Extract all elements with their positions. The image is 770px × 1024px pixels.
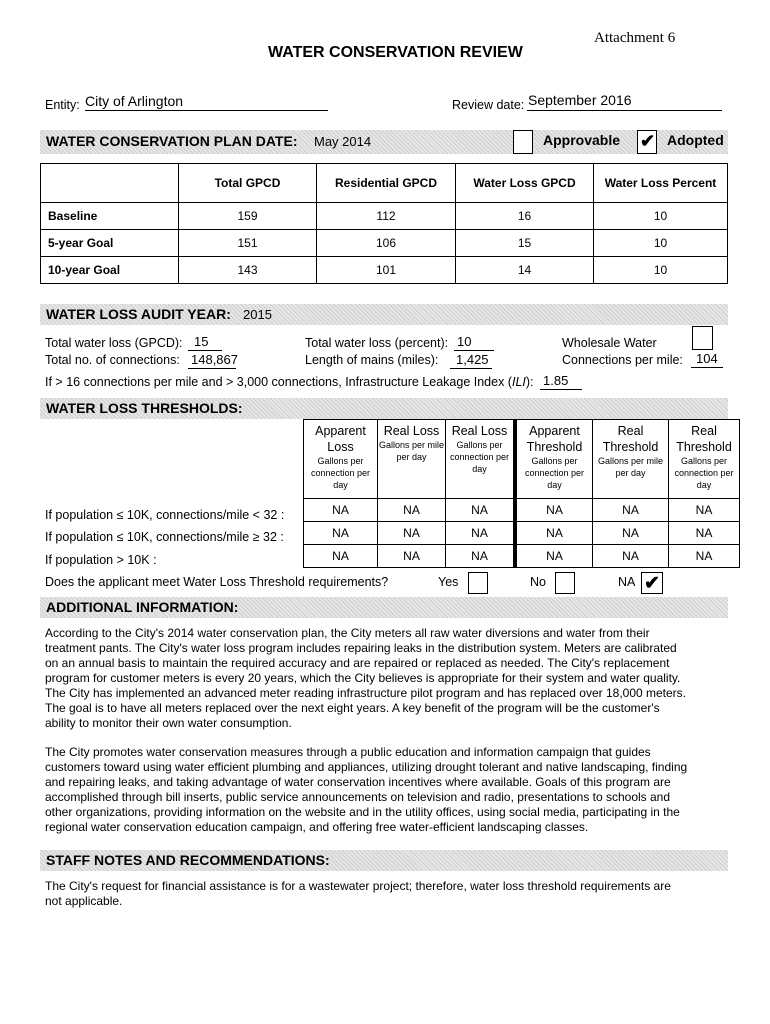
approvable-checkbox[interactable]	[513, 130, 533, 154]
staff-notes-label: STAFF NOTES AND RECOMMENDATIONS:	[46, 852, 330, 868]
gpcd-header-total: Total GPCD	[179, 164, 317, 203]
col-title: Real Loss	[451, 424, 508, 438]
yes-label: Yes	[438, 575, 459, 589]
ili-label-pre: If > 16 connections per mile and > 3,000 connections, Infrastructure Leakage Index (	[45, 375, 512, 389]
ili-label-post: ):	[525, 375, 534, 389]
gpcd-cell: 143	[179, 257, 317, 284]
review-date-value: September 2016	[528, 92, 632, 108]
gpcd-row-baseline	[41, 203, 728, 230]
plan-date-label: WATER CONSERVATION PLAN DATE:	[46, 133, 298, 149]
staff-notes-band	[40, 850, 728, 871]
ili-underline	[540, 389, 582, 390]
text-line: ability to monitor their own water consumption.	[45, 716, 292, 730]
gpcd-row-label: Baseline	[41, 203, 179, 230]
audit-year-label: WATER LOSS AUDIT YEAR:	[46, 306, 231, 322]
total-loss-gpcd-underline	[188, 350, 222, 351]
threshold-cell: NA	[378, 499, 446, 522]
col-real-loss-mile	[378, 420, 446, 499]
audit-year-band	[40, 304, 728, 325]
gpcd-cell: 106	[317, 230, 456, 257]
threshold-cell: NA	[304, 499, 378, 522]
threshold-cell: NA	[446, 499, 516, 522]
wholesale-label: Wholesale Water	[562, 336, 657, 350]
review-date-underline	[527, 110, 722, 111]
threshold-cell: NA	[515, 499, 593, 522]
gpcd-header-row	[41, 164, 728, 203]
thresholds-row	[304, 545, 740, 568]
wholesale-checkbox[interactable]	[692, 326, 713, 350]
additional-band	[40, 597, 728, 618]
threshold-cell: NA	[378, 522, 446, 545]
additional-label: ADDITIONAL INFORMATION:	[46, 599, 239, 615]
adopted-check-icon: ✔	[640, 131, 656, 151]
entity-label: Entity:	[45, 98, 80, 112]
gpcd-cell: 101	[317, 257, 456, 284]
col-sub: Gallons per connection per day	[449, 440, 510, 474]
gpcd-cell: 112	[317, 203, 456, 230]
entity-value: City of Arlington	[85, 93, 184, 109]
threshold-cell: NA	[669, 522, 740, 545]
threshold-cell: NA	[515, 545, 593, 568]
gpcd-header-residential: Residential GPCD	[317, 164, 456, 203]
adopted-checkbox[interactable]	[637, 130, 657, 154]
threshold-cell: NA	[593, 522, 669, 545]
threshold-row-label: If population ≤ 10K, connections/mile ≥ 32 :	[45, 530, 284, 544]
no-label: No	[530, 575, 546, 589]
gpcd-cell: 10	[594, 203, 728, 230]
gpcd-table	[40, 163, 728, 284]
gpcd-header-water-loss-percent: Water Loss Percent	[594, 164, 728, 203]
na-label: NA	[618, 575, 636, 589]
gpcd-cell: 151	[179, 230, 317, 257]
additional-paragraph-2	[45, 745, 725, 835]
gpcd-cell: 15	[456, 230, 594, 257]
approvable-label: Approvable	[543, 132, 621, 148]
no-checkbox[interactable]	[555, 572, 575, 594]
col-real-threshold-mile	[593, 420, 669, 499]
entity-underline	[85, 110, 328, 111]
thresholds-label: WATER LOSS THRESHOLDS:	[46, 400, 243, 416]
conn-per-mile-label: Connections per mile:	[562, 353, 683, 367]
gpcd-row-label: 10-year Goal	[41, 257, 179, 284]
col-title: Real Threshold	[602, 424, 659, 454]
threshold-cell: NA	[446, 522, 516, 545]
threshold-cell: NA	[515, 522, 593, 545]
mains-underline	[450, 368, 492, 369]
total-loss-gpcd-value: 15	[194, 334, 209, 349]
staff-notes-paragraph	[45, 879, 725, 909]
col-real-threshold-connection	[669, 420, 740, 499]
gpcd-cell: 10	[594, 230, 728, 257]
threshold-cell: NA	[378, 545, 446, 568]
threshold-cell: NA	[669, 499, 740, 522]
adopted-label: Adopted	[667, 132, 724, 148]
thresholds-table	[303, 419, 740, 568]
gpcd-row-label: 5-year Goal	[41, 230, 179, 257]
threshold-cell: NA	[593, 545, 669, 568]
threshold-cell: NA	[304, 545, 378, 568]
col-title: Real Threshold	[676, 424, 732, 454]
text-line: accomplished through bill inserts, public service announcements on television and radio, presentations to schools and	[45, 790, 671, 804]
connections-value: 148,867	[191, 352, 238, 367]
threshold-question: Does the applicant meet Water Loss Threshold requirements?	[45, 575, 389, 589]
thresholds-band	[40, 398, 728, 419]
total-loss-pct-value: 10	[457, 334, 472, 349]
total-loss-pct-underline	[454, 350, 494, 351]
col-apparent-loss	[304, 420, 378, 499]
page-title: WATER CONSERVATION REVIEW	[268, 44, 523, 61]
gpcd-cell: 159	[179, 203, 317, 230]
attachment-label: Attachment 6	[594, 30, 676, 46]
col-apparent-threshold	[515, 420, 593, 499]
col-sub: Gallons per connection per day	[674, 456, 734, 490]
col-title: Real Loss	[383, 424, 440, 438]
col-sub: Gallons per mile per day	[597, 456, 664, 478]
text-line: The goal is to have all meters replaced over the next eight years. A key benefit of the program will be the customer's	[45, 701, 660, 715]
gpcd-cell: 10	[594, 257, 728, 284]
text-line: treatment pants. The City's water loss program includes repairing leaks in the distribution system. Meters are calibrated	[45, 641, 677, 655]
thresholds-header-row	[304, 420, 740, 499]
thresholds-row	[304, 499, 740, 522]
gpcd-row-5-year	[41, 230, 728, 257]
connections-underline	[188, 368, 236, 369]
conn-per-mile-value: 104	[696, 351, 718, 366]
plan-date-value: May 2014	[314, 134, 372, 149]
mains-value: 1,425	[456, 352, 489, 367]
text-line: The City has implemented an advanced meter reading infrastructure pilot program and has replaced over 18,000 meters.	[45, 686, 687, 700]
na-checkbox[interactable]	[641, 572, 663, 594]
plan-date-band	[40, 130, 728, 154]
col-title: Apparent Loss	[315, 424, 366, 454]
text-line: program for customer meters is every 20 years, which the City believes is appropriate for their system and water quality.	[45, 671, 681, 685]
text-line: and repairing leaks, and taking advantage of water conservation incentives where available. Goals of this program are	[45, 775, 671, 789]
na-check-icon: ✔	[644, 573, 660, 594]
col-sub: Gallons per mile per day	[378, 440, 445, 462]
gpcd-cell: 14	[456, 257, 594, 284]
ili-label	[45, 375, 534, 389]
audit-year-value: 2015	[243, 307, 272, 322]
text-line: on an annual basis to maintain the required accuracy and are repaired or replaced as needed. The City's replacement	[45, 656, 670, 670]
threshold-cell: NA	[304, 522, 378, 545]
gpcd-cell: 16	[456, 203, 594, 230]
col-sub: Gallons per connection per day	[310, 456, 371, 490]
text-line: not applicable.	[45, 894, 123, 908]
mains-label: Length of mains (miles):	[305, 353, 439, 367]
ili-value: 1.85	[543, 373, 569, 388]
threshold-cell: NA	[593, 499, 669, 522]
text-line: customers toward using water efficient plumbing and appliances, utilizing drought tolerant and native landscaping, finding	[45, 760, 688, 774]
text-line: The City promotes water conservation measures through a public education and information campaign that guides	[45, 745, 651, 759]
gpcd-header-water-loss: Water Loss GPCD	[456, 164, 594, 203]
yes-checkbox[interactable]	[468, 572, 488, 594]
ili-abbr: ILI	[511, 375, 526, 389]
total-loss-gpcd-label: Total water loss (GPCD):	[45, 336, 183, 350]
col-real-loss-connection	[446, 420, 516, 499]
col-title: Apparent Threshold	[526, 424, 583, 454]
review-date-label: Review date:	[452, 98, 525, 112]
thresholds-row	[304, 522, 740, 545]
gpcd-row-10-year	[41, 257, 728, 284]
text-line: regional water conservation education campaign, and offering free water-efficient landscaping classes.	[45, 820, 589, 834]
threshold-cell: NA	[669, 545, 740, 568]
text-line: According to the City's 2014 water conservation plan, the City meters all raw water diversions and water from their	[45, 626, 650, 640]
total-loss-pct-label: Total water loss (percent):	[305, 336, 449, 350]
text-line: other organizations, providing information on the website and in the utility offices, using social media, participating in the	[45, 805, 680, 819]
col-sub: Gallons per connection per day	[524, 456, 585, 490]
threshold-cell: NA	[446, 545, 516, 568]
conn-per-mile-underline	[691, 367, 723, 368]
threshold-row-label: If population > 10K :	[45, 553, 157, 567]
additional-paragraph-1	[45, 626, 725, 731]
threshold-row-label: If population ≤ 10K, connections/mile < 32 :	[45, 508, 285, 522]
text-line: The City's request for financial assistance is for a wastewater project; therefore, water loss threshold requirements are	[45, 879, 671, 893]
connections-label: Total no. of connections:	[45, 353, 180, 367]
gpcd-header-blank	[41, 164, 179, 203]
